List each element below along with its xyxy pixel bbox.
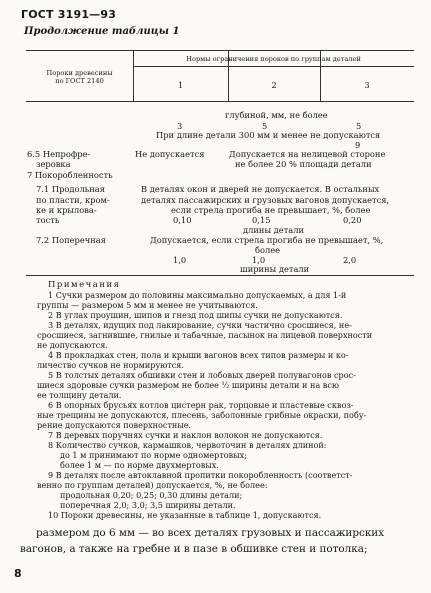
note-line: 3 В деталях, идущих под лакирование, сучки частично сросшиеся, не-: [48, 320, 352, 330]
note-line: более 1 м — по норме двухмертовых.: [60, 460, 219, 470]
row-text: если стрела прогиба не превышает, %, более: [171, 205, 371, 215]
row-text: Допускается, если стрела прогиба не превышает, %,: [150, 235, 384, 245]
row-value: 5: [262, 121, 268, 131]
page-number: 8: [14, 567, 22, 580]
header-subdivider: [133, 66, 414, 67]
note-line: ные трещины не допускаются, плесень, заболонные грибные окраски, побу-: [37, 410, 367, 420]
defect-name: 7.1 Продольная: [36, 184, 105, 194]
row-text: Не допускается: [135, 149, 205, 159]
row-text: Допускается на нелицевой стороне: [229, 149, 386, 159]
row-value: 1,0: [252, 255, 266, 265]
note-line: 4 В прокладках стен, пола и крыши вагонов всех типов размеры и ко-: [48, 350, 349, 360]
defect-name: по пласти, кром-: [36, 195, 110, 205]
note-line: рение допускаются поверхностные.: [37, 420, 192, 430]
row-text: более: [255, 245, 281, 255]
row-text: В деталях окон и дверей не допускается. В остальных: [141, 184, 380, 194]
note-line: продольная 0,20; 0,25; 0,30 длины детали;: [60, 490, 243, 500]
group-2-header: 2: [271, 81, 277, 90]
table-continuation-caption: Продолжение таблицы 1: [24, 26, 180, 37]
note-line: 9 В деталях после автоклавной пропитки покоробленность (соответст-: [48, 470, 353, 480]
table-header: [26, 50, 414, 102]
note-line: венно по группам деталей) допускается, %, не более:: [37, 480, 268, 490]
table-bottom-rule: [26, 275, 414, 276]
group-norms-header: Нормы ограничения пороков по группам деталей: [186, 55, 361, 63]
row-text: ширины детали: [240, 264, 310, 274]
group-1-header: 1: [177, 81, 184, 90]
note-line: сросшиеся, загнившие, гнилые и табачные, пасынок на лицевой поверхности: [37, 330, 373, 340]
note-line: ее толщину детали.: [37, 390, 122, 400]
note-line: 1 Сучки размером до половины максимально допускаемых, а для 1-й: [48, 290, 347, 300]
row-value: 9: [355, 140, 361, 150]
row-text: длины детали: [243, 225, 305, 235]
defect-name: тость: [36, 215, 60, 225]
row-value: 0,20: [343, 215, 362, 225]
defect-name: 7 Покоробленность: [27, 170, 113, 180]
header-line: по ГОСТ 2140: [55, 77, 104, 85]
note-line: личество сучков не нормируются.: [37, 360, 184, 370]
row-value: 0,15: [252, 215, 271, 225]
note-line: 7 В деревых поручнях сучки и наклон волокон не допускаются.: [48, 430, 323, 440]
row-text: глубиной, мм, не более: [225, 110, 328, 120]
note-line: 6 В опорных брусьях котлов цистерн рак, торцовые и пластевые сквоз-: [48, 400, 354, 410]
defects-column-header: [26, 69, 133, 85]
defect-name: 6.5 Непрофре-: [27, 149, 91, 159]
note-line: 8 Количество сучков, кармашков, червоточин в деталях длиной:: [48, 440, 327, 450]
row-text: не более 20 % площади детали: [235, 159, 372, 169]
defect-name: 7.2 Поперечная: [36, 235, 106, 245]
note-line: до 1 м принимают по норме одномертовых;: [60, 450, 247, 460]
standard-number: ГОСТ 3191—93: [21, 8, 117, 21]
body-text-line: вагонов, а также на гребне и в пазе в обшивке стен и потолка;: [20, 543, 368, 555]
row-value: 1,0: [173, 255, 187, 265]
defect-name: ке и крылова-: [36, 205, 97, 215]
note-line: не допускаются.: [37, 340, 108, 350]
row-value: 0,10: [173, 215, 192, 225]
note-line: шиеся здоровые сучки размером не более ½ ширины детали и на всю: [37, 380, 339, 390]
row-text: При длине детали 300 мм и менее не допускаются: [156, 130, 381, 140]
body-text-line: размером до 6 мм — во всех деталях грузовых и пассажирских: [36, 527, 385, 539]
note-line: 2 В углах проушин, шипов и гнезд под шипы сучки не допускаются.: [48, 310, 343, 320]
note-line: поперечная 2,0; 3,0; 3,5 ширины детали.: [60, 500, 236, 510]
note-line: 5 В толстых деталях обшивки стен и лобовых дверей полувагонов срос-: [48, 370, 356, 380]
defect-name: зеровка: [36, 159, 71, 169]
group-3-header: 3: [364, 81, 370, 90]
row-value: 3: [177, 121, 183, 131]
row-text: деталях пассажирских и грузовых вагонов допускается,: [141, 195, 390, 205]
row-value: 5: [356, 121, 362, 131]
notes-title: Примечания: [48, 280, 121, 290]
header-line: Пороки древесины: [46, 69, 113, 77]
note-line: 10 Пороки древесины, не указанные в таблице 1, допускаются.: [48, 510, 322, 520]
row-value: 2,0: [343, 255, 357, 265]
note-line: группы — размером 5 мм и менее не учитываются.: [37, 300, 258, 310]
